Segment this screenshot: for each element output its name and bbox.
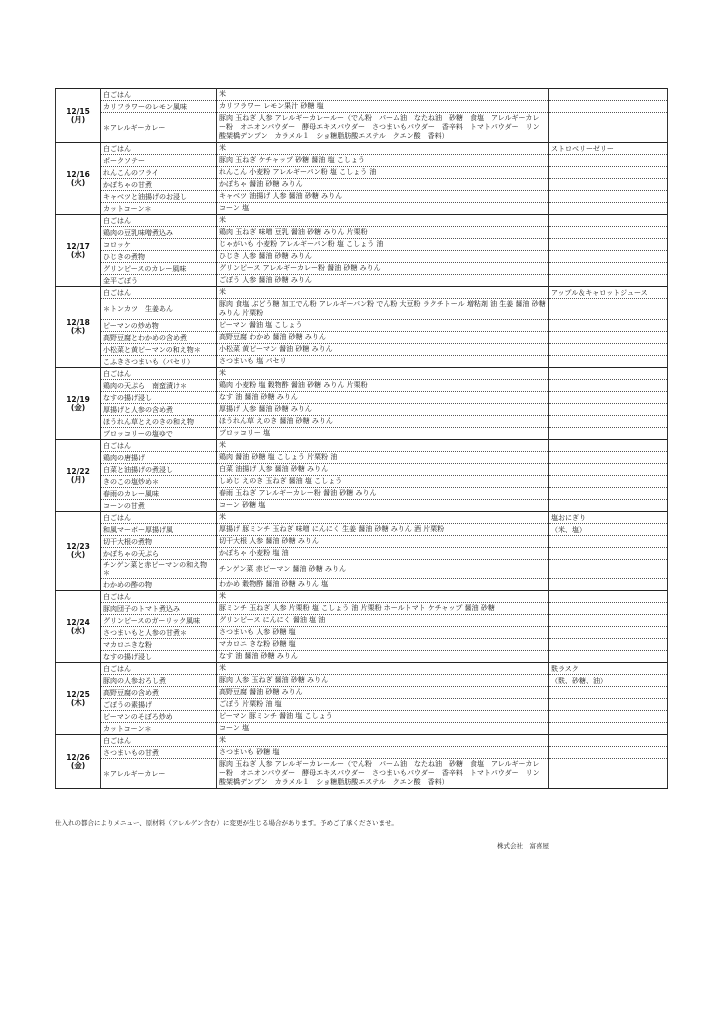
menu-row <box>56 299 668 320</box>
ingredients: かぼちゃ 小麦粉 塩 油 <box>217 548 549 560</box>
weekday-label: (水) <box>70 249 86 259</box>
weekday-label: (火) <box>70 550 86 559</box>
ingredients: 白菜 油揚げ 人参 醤油 砂糖 みりん <box>217 464 549 476</box>
menu-row <box>56 89 668 101</box>
ingredients: 米 <box>217 287 549 299</box>
snack <box>549 275 668 287</box>
menu-row <box>56 603 668 615</box>
dish-name: ほうれん草とえのきの和え物 <box>101 416 217 428</box>
dish-name: ピーマンのそぼろ炒め <box>101 711 217 723</box>
ingredients: コーン 塩 <box>217 723 549 735</box>
day-date-cell <box>56 512 101 591</box>
ingredients: 鶏肉 小麦粉 塩 穀物酢 醤油 砂糖 みりん 片栗粉 <box>217 380 549 392</box>
snack <box>549 368 668 380</box>
dish-name: 豚肉の人参おろし煮 <box>101 675 217 687</box>
dish-name: 鶏肉の天ぷら 南蛮漬け＊ <box>101 380 217 392</box>
date-label: 12/17 <box>66 241 90 251</box>
dish-name: 白ごはん <box>101 215 217 227</box>
menu-row <box>56 344 668 356</box>
snack <box>549 263 668 275</box>
menu-row <box>56 239 668 251</box>
snack <box>549 627 668 639</box>
dish-name: 白ごはん <box>101 512 217 524</box>
day-date-cell <box>56 735 101 789</box>
dish-name: なすの揚げ浸し <box>101 651 217 663</box>
ingredients: かぼちゃ 醤油 砂糖 みりん <box>217 179 549 191</box>
dish-name: ひじきの煮物 <box>101 251 217 263</box>
day-date-cell <box>56 591 101 663</box>
ingredients: ひじき 人参 醤油 砂糖 みりん <box>217 251 549 263</box>
dish-name: さつまいもの甘煮 <box>101 747 217 759</box>
menu-row <box>56 651 668 663</box>
dish-name: 鶏肉の唐揚げ <box>101 452 217 464</box>
date-label: 12/25 <box>66 689 90 699</box>
menu-row <box>56 735 668 747</box>
snack <box>549 215 668 227</box>
menu-row <box>56 560 668 579</box>
snack <box>549 711 668 723</box>
date-label: 12/23 <box>66 542 90 551</box>
menu-row <box>56 663 668 675</box>
menu-row <box>56 627 668 639</box>
snack <box>549 191 668 203</box>
dish-name: コーンの甘煮 <box>101 500 217 512</box>
snack: 麩ラスク <box>549 663 668 675</box>
ingredients: キャベツ 油揚げ 人参 醤油 砂糖 みりん <box>217 191 549 203</box>
ingredients: チンゲン菜 赤ピーマン 醤油 砂糖 みりん <box>217 560 549 579</box>
weekday-label: (月) <box>70 114 86 124</box>
ingredients: 豚肉 玉ねぎ ケチャップ 砂糖 醤油 塩 こしょう <box>217 155 549 167</box>
day-date-cell <box>56 368 101 440</box>
weekday-label: (火) <box>70 177 86 187</box>
ingredients: 厚揚げ 豚ミンチ 玉ねぎ 味噌 にんにく 生姜 醤油 砂糖 みりん 酒 片栗粉 <box>217 524 549 536</box>
date-label: 12/18 <box>66 318 90 327</box>
ingredients: グリンピース アレルギーカレー粉 醤油 砂糖 みりん <box>217 263 549 275</box>
menu-row <box>56 615 668 627</box>
menu-row <box>56 215 668 227</box>
snack <box>549 476 668 488</box>
dish-name: 白ごはん <box>101 368 217 380</box>
date-label: 12/16 <box>66 169 90 179</box>
weekday-label: (金) <box>70 402 86 412</box>
snack <box>549 723 668 735</box>
snack <box>549 687 668 699</box>
dish-name: 厚揚げと人参の含め煮 <box>101 404 217 416</box>
ingredients: 春雨 玉ねぎ アレルギーカレー粉 醤油 砂糖 みりん <box>217 488 549 500</box>
menu-row <box>56 440 668 452</box>
menu-row <box>56 113 668 143</box>
snack <box>549 356 668 368</box>
dish-name: 白ごはん <box>101 440 217 452</box>
day-date-cell <box>56 663 101 735</box>
snack <box>549 759 668 789</box>
disclaimer-note: 仕入れの都合によりメニュー、原材料（アレルゲン含む）に変更が生じる場合があります。予めご了承くださいませ。 <box>55 819 398 827</box>
ingredients: 切干大根 人参 醤油 砂糖 みりん <box>217 536 549 548</box>
menu-row <box>56 536 668 548</box>
ingredients: じゃがいも 小麦粉 アレルギーパン粉 塩 こしょう 油 <box>217 239 549 251</box>
ingredients: 米 <box>217 89 549 101</box>
dish-name: マカロニきな粉 <box>101 639 217 651</box>
menu-row <box>56 579 668 591</box>
menu-row <box>56 500 668 512</box>
menu-row <box>56 512 668 524</box>
dish-name: グリンピースのカレー風味 <box>101 263 217 275</box>
dish-name: こふきさつまいも（パセリ） <box>101 356 217 368</box>
snack <box>549 89 668 101</box>
snack <box>549 167 668 179</box>
snack <box>549 603 668 615</box>
dish-name: カットコーン＊ <box>101 203 217 215</box>
dish-name: チンゲン菜と赤ピーマンの和え物＊ <box>101 560 217 579</box>
snack: ストロベリーゼリー <box>549 143 668 155</box>
ingredients: なす 油 醤油 砂糖 みりん <box>217 651 549 663</box>
dish-name: なすの揚げ浸し <box>101 392 217 404</box>
ingredients: グリンピース にんにく 醤油 塩 油 <box>217 615 549 627</box>
dish-name: 切干大根の煮物 <box>101 536 217 548</box>
ingredients: ブロッコリー 塩 <box>217 428 549 440</box>
dish-name: わかめの酢の物 <box>101 579 217 591</box>
weekday-label: (木) <box>70 697 86 707</box>
ingredients: 鶏肉 醤油 砂糖 塩 こしょう 片栗粉 油 <box>217 452 549 464</box>
snack <box>549 536 668 548</box>
dish-name: れんこんのフライ <box>101 167 217 179</box>
snack <box>549 101 668 113</box>
weekday-label: (金) <box>70 760 86 770</box>
day-date-cell <box>56 215 101 287</box>
menu-row <box>56 143 668 155</box>
dish-name: 白ごはん <box>101 735 217 747</box>
ingredients: 豚肉 玉ねぎ 人参 アレルギーカレールー（でん粉 パーム油 なたね油 砂糖 食塩 アレルギーカレー粉 オニオンパウダー 酵母エキスパウダー さつまいもパウダー 香辛料 トマトパウダー リン酸架橋デンプン カラメル１ ショ糖脂肪酸エステル クエン酸 香料） <box>217 113 549 143</box>
menu-row <box>56 699 668 711</box>
ingredients: さつまいも 砂糖 塩 <box>217 747 549 759</box>
snack <box>549 416 668 428</box>
dish-name: ＊トンカツ 生姜あん <box>101 299 217 320</box>
menu-row <box>56 687 668 699</box>
date-label: 12/22 <box>66 466 90 476</box>
snack <box>549 227 668 239</box>
ingredients: 米 <box>217 663 549 675</box>
menu-row <box>56 356 668 368</box>
date-label: 12/15 <box>66 106 90 116</box>
dish-name: グリンピースのガーリック風味 <box>101 615 217 627</box>
menu-row <box>56 675 668 687</box>
menu-row <box>56 320 668 332</box>
dish-name: 白ごはん <box>101 89 217 101</box>
menu-row <box>56 101 668 113</box>
snack <box>549 615 668 627</box>
dish-name: ＊アレルギーカレー <box>101 113 217 143</box>
snack <box>549 251 668 263</box>
ingredients: 豚ミンチ 玉ねぎ 人参 片栗粉 塩 こしょう 油 片栗粉 ホールトマト ケチャップ 醤油 砂糖 <box>217 603 549 615</box>
weekday-label: (木) <box>70 326 86 335</box>
date-label: 12/19 <box>66 394 90 404</box>
menu-row <box>56 263 668 275</box>
snack <box>549 500 668 512</box>
menu-row <box>56 639 668 651</box>
dish-name: ポークソテー <box>101 155 217 167</box>
snack <box>549 735 668 747</box>
menu-row <box>56 275 668 287</box>
weekday-label: (水) <box>70 625 86 635</box>
menu-table <box>55 88 668 789</box>
snack <box>549 320 668 332</box>
menu-row <box>56 759 668 789</box>
dish-name: カリフラワーのレモン風味 <box>101 101 217 113</box>
ingredients: 豚肉 人参 玉ねぎ 醤油 砂糖 みりん <box>217 675 549 687</box>
ingredients: コーン 砂糖 塩 <box>217 500 549 512</box>
dish-name: かぼちゃの甘煮 <box>101 179 217 191</box>
dish-name: 白菜と油揚げの煮浸し <box>101 464 217 476</box>
menu-row <box>56 167 668 179</box>
snack <box>549 203 668 215</box>
snack <box>549 179 668 191</box>
ingredients: ピーマン 豚ミンチ 醤油 塩 こしょう <box>217 711 549 723</box>
snack <box>549 452 668 464</box>
snack <box>549 428 668 440</box>
company-name: 株式会社 富喜屋 <box>497 842 549 850</box>
dish-name: かぼちゃの天ぷら <box>101 548 217 560</box>
menu-row <box>56 488 668 500</box>
snack <box>549 113 668 143</box>
ingredients: 米 <box>217 143 549 155</box>
dish-name: ブロッコリーの塩ゆで <box>101 428 217 440</box>
ingredients: マカロニ きな粉 砂糖 塩 <box>217 639 549 651</box>
dish-name: 金平ごぼう <box>101 275 217 287</box>
menu-row <box>56 723 668 735</box>
menu-row <box>56 203 668 215</box>
dish-name: 白ごはん <box>101 663 217 675</box>
snack: 塩おにぎり <box>549 512 668 524</box>
day-date-cell <box>56 143 101 215</box>
snack: （米、塩） <box>549 524 668 536</box>
ingredients: コーン 塩 <box>217 203 549 215</box>
menu-row <box>56 591 668 603</box>
dish-name: ピーマンの炒め物 <box>101 320 217 332</box>
weekday-label: (月) <box>70 474 86 484</box>
dish-name: カットコーン＊ <box>101 723 217 735</box>
dish-name: ＊アレルギーカレー <box>101 759 217 789</box>
day-date-cell <box>56 89 101 143</box>
dish-name: きのこの塩炒め＊ <box>101 476 217 488</box>
ingredients: 米 <box>217 440 549 452</box>
snack <box>549 548 668 560</box>
ingredients: 小松菜 黄ピーマン 醤油 砂糖 みりん <box>217 344 549 356</box>
dish-name: 春雨のカレー風味 <box>101 488 217 500</box>
dish-name: 白ごはん <box>101 287 217 299</box>
dish-name: さつまいもと人参の甘煮＊ <box>101 627 217 639</box>
snack <box>549 488 668 500</box>
snack <box>549 440 668 452</box>
ingredients: ピーマン 醤油 塩 こしょう <box>217 320 549 332</box>
menu-row <box>56 191 668 203</box>
day-date-cell <box>56 440 101 512</box>
ingredients: カリフラワー レモン果汁 砂糖 塩 <box>217 101 549 113</box>
menu-row <box>56 452 668 464</box>
dish-name: 白ごはん <box>101 143 217 155</box>
snack <box>549 747 668 759</box>
ingredients: ほうれん草 えのき 醤油 砂糖 みりん <box>217 416 549 428</box>
dish-name: ごぼうの素揚げ <box>101 699 217 711</box>
menu-row <box>56 392 668 404</box>
ingredients: 豚肉 玉ねぎ 人参 アレルギーカレールー（でん粉 パーム油 なたね油 砂糖 食塩 アレルギーカレー粉 オニオンパウダー 酵母エキスパウダー さつまいもパウダー 香辛料 トマトパウダー リン酸架橋デンプン カラメル１ ショ糖脂肪酸エステル クエン酸 香料） <box>217 759 549 789</box>
snack <box>549 404 668 416</box>
menu-row <box>56 404 668 416</box>
snack <box>549 155 668 167</box>
ingredients: 米 <box>217 735 549 747</box>
ingredients: 米 <box>217 512 549 524</box>
dish-name: 高野豆腐とわかめの含め煮 <box>101 332 217 344</box>
ingredients: 鶏肉 玉ねぎ 味噌 豆乳 醤油 砂糖 みりん 片栗粉 <box>217 227 549 239</box>
ingredients: 高野豆腐 醤油 砂糖 みりん <box>217 687 549 699</box>
snack <box>549 464 668 476</box>
date-label: 12/24 <box>66 617 90 627</box>
ingredients: ごぼう 片栗粉 油 塩 <box>217 699 549 711</box>
menu-row <box>56 380 668 392</box>
menu-row <box>56 428 668 440</box>
ingredients: ごぼう 人参 醤油 砂糖 みりん <box>217 275 549 287</box>
snack <box>549 591 668 603</box>
dish-name: 鶏肉の豆乳味噌煮込み <box>101 227 217 239</box>
menu-row <box>56 227 668 239</box>
ingredients: 米 <box>217 591 549 603</box>
menu-row <box>56 747 668 759</box>
ingredients: さつまいも 人参 砂糖 塩 <box>217 627 549 639</box>
snack <box>549 239 668 251</box>
menu-row <box>56 251 668 263</box>
snack <box>549 560 668 579</box>
menu-row <box>56 524 668 536</box>
menu-row <box>56 179 668 191</box>
menu-row <box>56 476 668 488</box>
ingredients: わかめ 穀物酢 醤油 砂糖 みりん 塩 <box>217 579 549 591</box>
dish-name: 和風マーボー厚揚げ風 <box>101 524 217 536</box>
ingredients: さつまいも 塩 パセリ <box>217 356 549 368</box>
snack <box>549 380 668 392</box>
menu-row <box>56 287 668 299</box>
date-label: 12/26 <box>66 752 90 762</box>
menu-row <box>56 368 668 380</box>
dish-name: キャベツと油揚げのお浸し <box>101 191 217 203</box>
ingredients: 厚揚げ 人参 醤油 砂糖 みりん <box>217 404 549 416</box>
ingredients: れんこん 小麦粉 アレルギーパン粉 塩 こしょう 油 <box>217 167 549 179</box>
snack <box>549 639 668 651</box>
snack <box>549 579 668 591</box>
dish-name: コロッケ <box>101 239 217 251</box>
snack <box>549 332 668 344</box>
dish-name: 豚肉団子のトマト煮込み <box>101 603 217 615</box>
menu-row <box>56 711 668 723</box>
snack <box>549 699 668 711</box>
menu-row <box>56 155 668 167</box>
ingredients: しめじ えのき 玉ねぎ 醤油 塩 こしょう <box>217 476 549 488</box>
ingredients: 高野豆腐 わかめ 醤油 砂糖 みりん <box>217 332 549 344</box>
menu-row <box>56 416 668 428</box>
ingredients: 米 <box>217 368 549 380</box>
ingredients: なす 油 醤油 砂糖 みりん <box>217 392 549 404</box>
menu-row <box>56 332 668 344</box>
snack: アップル＆キャロットジュース <box>549 287 668 299</box>
menu-row <box>56 548 668 560</box>
snack: （麩、砂糖、油） <box>549 675 668 687</box>
dish-name: 小松菜と黄ピーマンの和え物＊ <box>101 344 217 356</box>
dish-name: 白ごはん <box>101 591 217 603</box>
dish-name: 高野豆腐の含め煮 <box>101 687 217 699</box>
snack <box>549 651 668 663</box>
snack <box>549 344 668 356</box>
ingredients: 米 <box>217 215 549 227</box>
ingredients: 豚肉 食塩 ぶどう糖 加工でん粉 アレルギーパン粉 でん粉 大豆粉 ラクチトール 増粘剤 油 生姜 醤油 砂糖 みりん 片栗粉 <box>217 299 549 320</box>
snack <box>549 392 668 404</box>
menu-row <box>56 464 668 476</box>
day-date-cell <box>56 287 101 368</box>
snack <box>549 299 668 320</box>
